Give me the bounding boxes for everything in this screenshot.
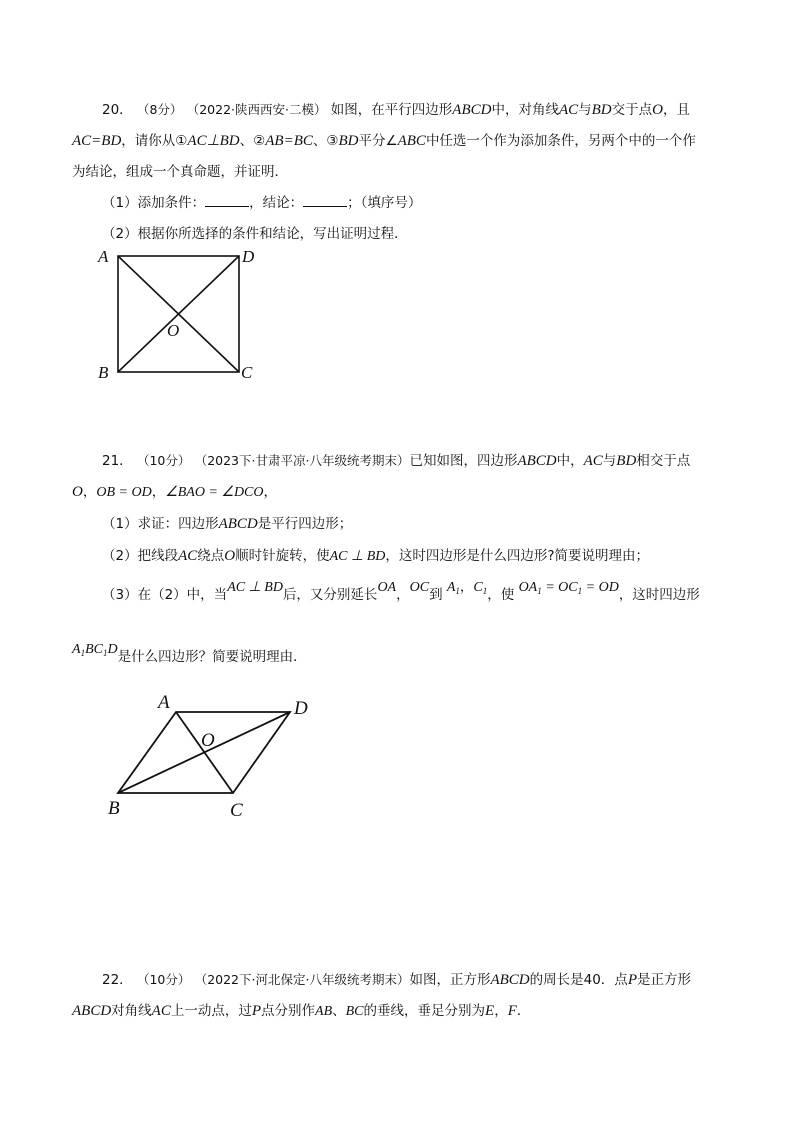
math: AB=BC (265, 133, 313, 149)
math: O (652, 102, 663, 118)
q22-source: （2022下·河北保定·八年级统考期末） (194, 972, 410, 987)
q21-line-1 (102, 449, 690, 470)
text: 是正方形 (636, 972, 691, 988)
text: 已知如图，四边形 (409, 453, 518, 469)
text: 点分别作 (261, 1003, 316, 1019)
text: 如图，正方形 (409, 972, 491, 988)
subscript: 1 (537, 586, 542, 596)
math: BC (85, 642, 103, 657)
label-c: C (241, 363, 253, 382)
math: = OD (582, 580, 619, 595)
q21-number: 21． (102, 453, 133, 469)
math: ABC (397, 133, 426, 149)
q21-part-2 (102, 544, 649, 565)
text: 到 (429, 587, 443, 603)
text: ，使 (487, 587, 515, 603)
subscript: 1 (482, 586, 488, 596)
text: 与 (578, 102, 592, 118)
math: P (627, 972, 637, 988)
math (519, 579, 619, 595)
q21-figure (100, 690, 330, 825)
math: D (107, 642, 118, 657)
math: AC (558, 102, 579, 118)
text: 交于点 (611, 102, 653, 118)
text: 的垂线，垂足分别为 (363, 1003, 486, 1019)
label-a: A (98, 247, 109, 266)
math: AC⊥BD (187, 133, 240, 149)
q21-line-2 (72, 480, 277, 501)
text: 是什么四边形？简要说明理由． (117, 649, 307, 665)
text: 如图，在平行四边形 (330, 102, 453, 118)
label-d: D (294, 698, 308, 719)
text: ， (82, 484, 97, 500)
text: 与 (602, 453, 617, 469)
text: 顺时针旋转，使 (235, 548, 330, 564)
math: ABCD (452, 102, 492, 118)
math: BD (616, 453, 637, 469)
q20-number: 20． (102, 102, 133, 118)
text: ， (263, 484, 278, 500)
text: ，这时四边形是什么四边形?简要说明理由； (385, 548, 650, 564)
math: AC ⊥ BD (227, 580, 283, 595)
text: ， (494, 1003, 508, 1019)
text: 上一动点，过 (170, 1003, 252, 1019)
q21-score: （10分） (136, 453, 191, 468)
label-c: C (230, 800, 243, 821)
q22-line-1 (102, 968, 691, 989)
math: O (224, 548, 236, 564)
text: ，请你从① (121, 133, 188, 149)
text: ． (516, 1003, 531, 1019)
q20-line-2 (72, 129, 696, 150)
q20-figure (90, 240, 280, 390)
math: AC (151, 1003, 171, 1019)
answer-blank[interactable] (205, 194, 249, 207)
label-o: O (201, 730, 215, 751)
q20-part-1 (102, 191, 421, 211)
math: BD (338, 133, 359, 149)
q20-score: （8分） (136, 102, 183, 117)
label-a: A (158, 692, 170, 713)
text: 的周长是40．点 (529, 972, 628, 988)
math: OA (377, 580, 397, 595)
q21-line-4 (72, 642, 307, 666)
math: ABCD (218, 516, 258, 532)
text: （3）在（2）中，当 (102, 587, 228, 603)
math: A (446, 580, 456, 595)
math: OB = OD (96, 485, 152, 500)
q21-part-3 (102, 579, 700, 604)
math: ABCD (490, 972, 530, 988)
text: ，且 (662, 102, 690, 118)
text: ，结论： (249, 195, 304, 211)
text: （2）把线段 (102, 548, 179, 564)
text: 、③ (312, 133, 339, 149)
math: F (507, 1003, 517, 1019)
text: ，这时四边形 (618, 587, 700, 603)
subscript: 1 (102, 648, 108, 658)
math: AC (583, 453, 603, 469)
text: ， (396, 587, 410, 603)
text: 中任选一个作为添加条件，另两个中的一个作 (425, 133, 696, 149)
math: BD (591, 102, 612, 118)
subscript: 1 (80, 648, 86, 658)
math (72, 641, 118, 657)
text: 中，对角线 (491, 102, 559, 118)
q20-source: （2022·陕西西安·二模） (186, 102, 327, 117)
math: ∠BAO = ∠DCO (165, 485, 264, 500)
math: BC (345, 1004, 364, 1019)
text: ， (151, 484, 166, 500)
text: 相交于点 (636, 453, 691, 469)
math: AC ⊥ BD (329, 549, 386, 564)
math: = OC (541, 580, 578, 595)
label-b: B (108, 798, 120, 819)
text: ；（填序号） (347, 195, 422, 211)
math: AB (315, 1004, 333, 1019)
text: 后，又分别延长 (282, 587, 378, 603)
q22-line-2 (72, 999, 530, 1020)
q21-part-1 (102, 512, 352, 533)
math: $A_1$，$C_1$ (446, 579, 488, 596)
math: A (72, 642, 81, 657)
math: ABCD (517, 453, 557, 469)
math: C (473, 580, 483, 595)
subscript: 1 (455, 586, 460, 596)
math: AC (178, 548, 198, 564)
label-b: B (98, 363, 109, 382)
math: E (485, 1003, 495, 1019)
q20-line-3: 为结论，组成一个真命题，并证明． (72, 164, 288, 180)
q21-source: （2023下·甘肃平凉·八年级统考期末） (194, 453, 410, 468)
q20-line-1 (102, 98, 690, 119)
text: 、 (332, 1003, 346, 1019)
math: AC=BD (72, 133, 122, 149)
q20-part-2: （2）根据你所选择的条件和结论，写出证明过程． (102, 226, 408, 242)
math: ABCD (72, 1003, 112, 1019)
text: 平分∠ (358, 133, 398, 149)
text: （1）求证：四边形 (102, 516, 219, 532)
label-d: D (242, 247, 255, 266)
text: 、② (239, 133, 266, 149)
text: 是平行四边形； (257, 516, 353, 532)
math: OA (518, 580, 538, 595)
subscript: 1 (577, 586, 583, 596)
math: P (251, 1003, 262, 1019)
text: 对角线 (111, 1003, 152, 1019)
q22-score: （10分） (136, 972, 191, 987)
diagonal-bd (118, 712, 290, 793)
math: O (72, 484, 83, 500)
math: OC (409, 580, 430, 595)
text: 中， (556, 453, 584, 469)
q22-number: 22． (102, 972, 133, 988)
text: 绕点 (197, 548, 225, 564)
label-o: O (167, 321, 180, 340)
text: （1）添加条件： (102, 195, 206, 211)
answer-blank[interactable] (303, 194, 347, 207)
